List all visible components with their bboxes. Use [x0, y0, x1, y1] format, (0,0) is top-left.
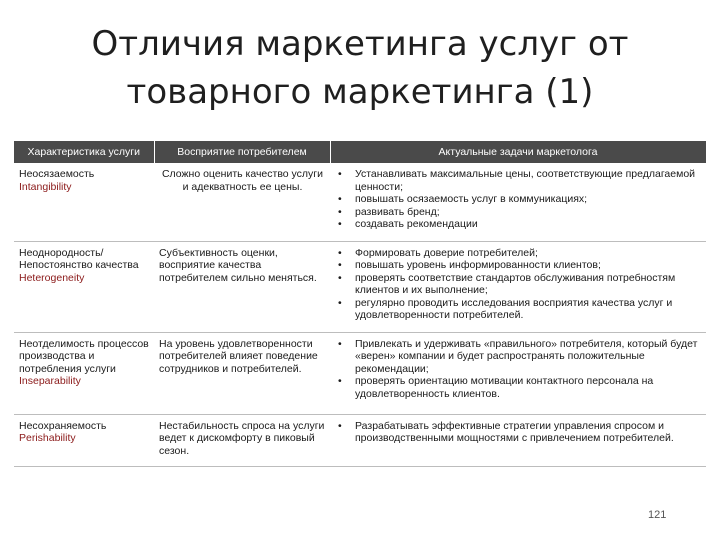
characteristic-en: Intangibility [19, 180, 72, 193]
task-item: • регулярно проводить исследования восприятия качества услуг и удовлетворенности потребителей. [335, 297, 702, 322]
tasks-cell [330, 163, 706, 241]
characteristic-en: Inseparability [19, 375, 81, 388]
table-row [14, 241, 706, 332]
header-tasks: Актуальные задачи маркетолога [330, 141, 706, 163]
task-item: • развивать бренд; [335, 206, 702, 219]
table-header-row [14, 141, 706, 163]
comparison-table [14, 141, 707, 467]
task-item: • повышать осязаемость услуг в коммуникациях; [335, 193, 702, 206]
characteristic-ru: Несохраняемость [19, 419, 107, 432]
tasks-list [335, 420, 702, 445]
characteristic-cell [14, 241, 154, 332]
tasks-cell [330, 241, 706, 332]
characteristic-cell [14, 414, 154, 466]
title-line-1: Отличия маркетинга услуг от [91, 24, 629, 64]
task-item: • Разрабатывать эффективные стратегии управления спросом и производственными мощностями с привлечением потребителей. [335, 420, 702, 445]
tasks-list [335, 168, 702, 231]
tasks-list [335, 247, 702, 323]
perception-cell: Нестабильность спроса на услуги ведет к дискомфорту в пиковый сезон. [154, 414, 330, 466]
characteristic-ru: Неосязаемость [19, 168, 95, 180]
perception-cell: Субъективность оценки, восприятие качества потребителем сильно меняться. [154, 241, 330, 332]
header-perception: Восприятие потребителем [154, 141, 330, 163]
task-item: • создавать рекомендации [335, 218, 702, 231]
characteristic-en: Perishability [19, 432, 76, 445]
task-item: • Привлекать и удерживать «правильного» потребителя, который будет «верен» компании и будет распространять положительные рекомендации; [335, 338, 702, 376]
characteristic-ru: Неоднородность/ Непостоянство качества [19, 246, 139, 272]
perception-cell: Сложно оценить качество услуги и адекватность ее цены. [154, 163, 330, 241]
title-line-2: товарного маркетинга (1) [126, 72, 594, 112]
tasks-cell [330, 414, 706, 466]
header-characteristic: Характеристика услуги [14, 141, 154, 163]
slide-title [0, 20, 720, 116]
characteristic-ru: Неотделимость процессов производства и потребления услуги [19, 337, 149, 375]
characteristic-cell [14, 332, 154, 414]
table-row [14, 332, 706, 414]
tasks-cell [330, 332, 706, 414]
characteristic-cell [14, 163, 154, 241]
characteristic-en: Heterogeneity [19, 271, 85, 284]
page-number: 121 [648, 509, 667, 521]
tasks-list [335, 338, 702, 401]
task-item: • проверять ориентацию мотивации контактного персонала на удовлетворенность клиентов. [335, 375, 702, 400]
task-item: • Устанавливать максимальные цены, соответствующие предлагаемой ценности; [335, 168, 702, 193]
table-row [14, 414, 706, 466]
task-item: • Формировать доверие потребителей; [335, 247, 702, 260]
task-item: • повышать уровень информированности клиентов; [335, 259, 702, 272]
task-item: • проверять соответствие стандартов обслуживания потребностям клиентов и их выполнение; [335, 272, 702, 297]
perception-cell: На уровень удовлетворенности потребителей влияет поведение сотрудников и потребителей. [154, 332, 330, 414]
table-row [14, 163, 706, 241]
